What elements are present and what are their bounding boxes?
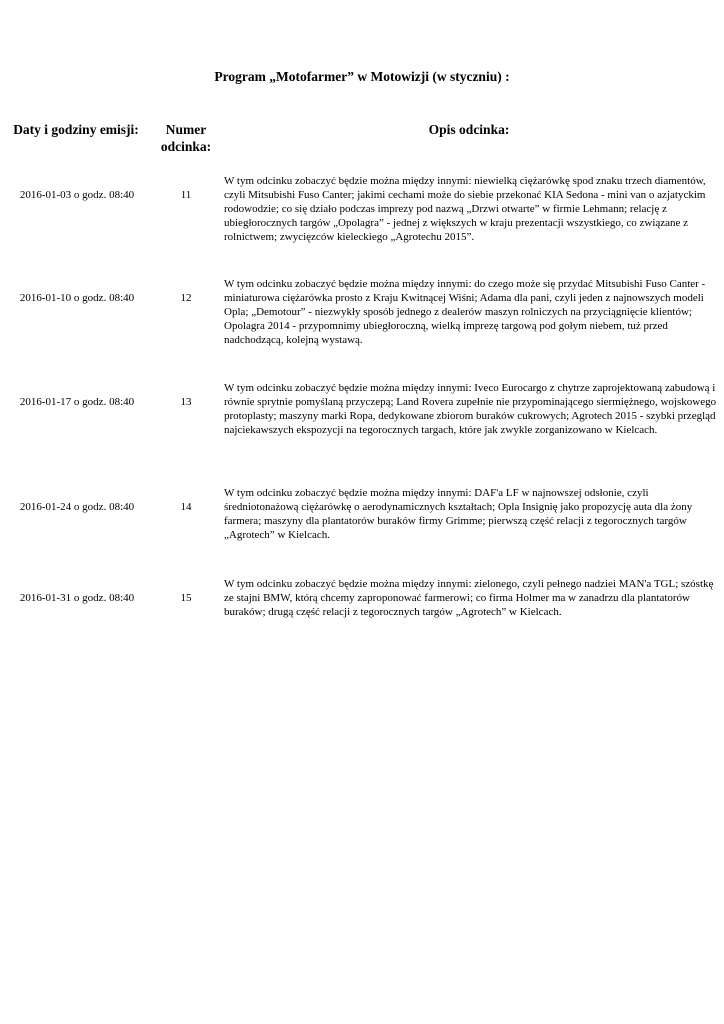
episode-description: W tym odcinku zobaczyć będzie można między innymi: do czego może się przydać Mitsubishi Fuso Canter - miniaturowa ciężarówka prosto z Kraju Kwitnącej Wiśni; Adama dla pani, czyli jeden z najnowszych modeli Opla; „Demotour” - niezwykły sposób jednego z dealerów maszyn rolniczych na przyciągnięcie klientów; Opolagra 2014 - przypomnimy ubiegłoroczną, wielką imprezę targową pod gołym niebem, tuż przed nadchodzącą, kolejną wystawą. <box>224 278 706 346</box>
episode-number: 15 <box>180 592 192 604</box>
episode-number: 12 <box>180 292 192 304</box>
episode-description: W tym odcinku zobaczyć będzie można między innymi: niewielką ciężarówkę spod znaku trzech diamentów, czyli Mitsubishi Fuso Canter; jakimi cechami może do siebie przekonać KIA Sedona - mini van o azjatyckim rodowodzie; co się działo podczas imprezy pod nazwą „Drzwi otwarte” w firmie Lehmann; relację z ubiegłorocznych targów „Opolagra” - jednej z większych w kraju prezentacji wszystkiego, co związane z rolnictwem; zwycięzców kieleckiego „Agrotechu 2015”. <box>224 175 706 243</box>
episode-number: 14 <box>180 501 192 513</box>
air-date: 2016-01-17 o godz. 08:40 <box>19 396 135 408</box>
air-date: 2016-01-10 o godz. 08:40 <box>19 292 135 304</box>
header-dates: Daty i godziny emisji: <box>13 122 139 137</box>
air-date: 2016-01-31 o godz. 08:40 <box>19 592 135 604</box>
air-date: 2016-01-24 o godz. 08:40 <box>19 501 135 513</box>
episode-description: W tym odcinku zobaczyć będzie można między innymi: Iveco Eurocargo z chytrze zaprojektowaną zabudową i równie sprytnie pomyślaną przyczepą; Land Rovera zupełnie nie przypominającego siermiężnego, wojskowego protoplasty; maszyny marki Ropa, dedykowane zbiorom buraków cukrowych; Agrotech 2015 - szybki przegląd najciekawszych ekspozycji na tegorocznych targach, które jak zwykle zorganizowano w Kielcach. <box>224 382 717 436</box>
header-episode-number: Numer odcinka: <box>160 122 212 154</box>
air-date: 2016-01-03 o godz. 08:40 <box>19 189 135 201</box>
header-description: Opis odcinka: <box>428 122 510 137</box>
episode-description: W tym odcinku zobaczyć będzie można między innymi: zielonego, czyli pełnego nadziei MAN'a TGL; szóstkę ze stajni BMW, którą chcemy zaproponować farmerowi; co firma Holmer ma w zanadrzu dla plantatorów buraków; drugą część relacji z tegorocznych targów „Agrotech” w Kielcach. <box>224 578 714 618</box>
episode-description: W tym odcinku zobaczyć będzie można między innymi: DAF'a LF w najnowszej odsłonie, czyli średniotonażową ciężarówkę o aerodynamicznych kształtach; Opla Insignię jako propozycję auta dla żony farmera; maszyny dla plantatorów buraków firmy Grimme; pierwszą część relacji z tegorocznych targów „Agrotech” w Kielcach. <box>224 487 693 541</box>
episode-number: 13 <box>180 396 192 408</box>
page-title: Program „Motofarmer” w Motowizji (w styczniu) : <box>214 69 510 84</box>
episode-number: 11 <box>180 189 192 201</box>
